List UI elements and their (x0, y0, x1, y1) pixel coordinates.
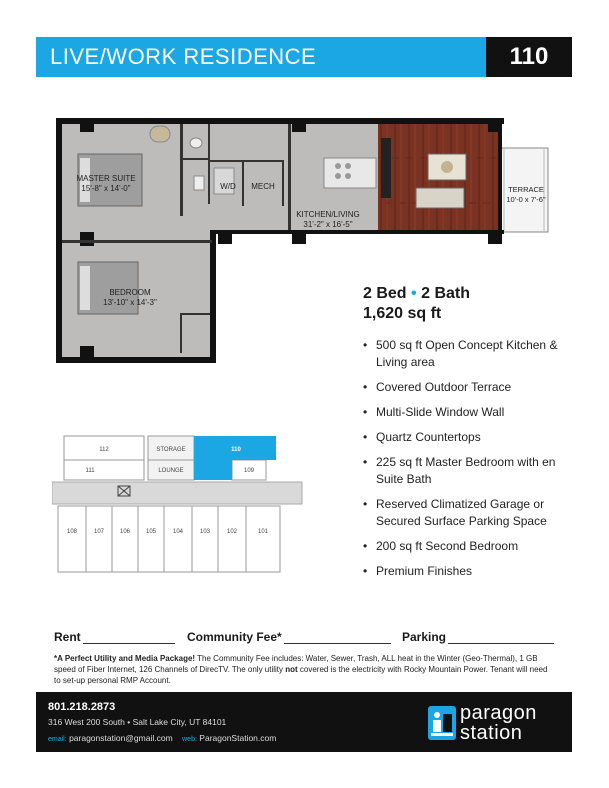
storage-label: STORAGE (156, 447, 186, 453)
email-label: email: (48, 736, 67, 743)
master-suite-label: MASTER SUITE (76, 174, 136, 183)
note-heading: *A Perfect Utility and Media Package! (54, 654, 196, 663)
unit-107-label: 107 (93, 529, 105, 535)
parking-field[interactable] (402, 630, 554, 644)
unit-105-label: 105 (145, 529, 157, 535)
terrace-label: TERRACE (508, 185, 544, 194)
unit-101-label: 101 (257, 529, 269, 535)
note-text-2: covered is the electricity with Rocky Mountain Power. Tenant will need to set-up personal RMP Account. (54, 665, 548, 685)
kitchen-living-dim: 31'-2" x 16'-5" (303, 220, 353, 229)
floor-plan (56, 118, 556, 363)
web-link[interactable]: ParagonStation.com (199, 733, 277, 743)
page-header (36, 37, 572, 77)
page-title: LIVE/WORK RESIDENCE (36, 37, 486, 77)
rent-blank[interactable] (83, 632, 175, 644)
feature-item: • 500 sq ft Open Concept Kitchen & Living area (363, 337, 583, 371)
unit-108-label: 108 (66, 529, 78, 535)
community-fee-label: Community Fee* (187, 630, 282, 644)
square-footage: 1,620 sq ft (363, 305, 442, 322)
feature-item: • Covered Outdoor Terrace (363, 379, 583, 396)
note-text-1: The Community Fee includes: Water, Sewer, Trash, ALL heat in the Winter (Geo-Thermal), 1 GB speed of Fiber Internet, 126 Channels of DirecTV. The only utility (54, 654, 538, 674)
unit-104-label: 104 (172, 529, 184, 535)
bedroom-label: BEDROOM (109, 288, 151, 297)
features-list (363, 337, 583, 588)
lounge-label: LOUNGE (158, 468, 184, 474)
paragon-station-logo (428, 700, 568, 746)
web-label: web: (182, 736, 197, 743)
unit-111-label: 111 (85, 468, 95, 474)
contact-line (48, 733, 276, 743)
unit-102-label: 102 (226, 529, 238, 535)
unit-110-label: 110 (231, 447, 241, 453)
site-plan (52, 432, 310, 580)
community-fee-field[interactable] (187, 630, 391, 644)
bed-count: 2 Bed (363, 285, 407, 302)
unit-109-label: 109 (243, 468, 255, 474)
phone-number[interactable]: 801.218.2873 (48, 701, 116, 713)
feature-item: • 225 sq ft Master Bedroom with en Suite Bath (363, 454, 583, 488)
wd-label: W/D (220, 182, 236, 191)
email-link[interactable]: paragonstation@gmail.com (69, 733, 173, 743)
logo-text-paragon: paragon (460, 702, 537, 724)
unit-106-label: 106 (119, 529, 131, 535)
footer (36, 692, 572, 752)
unit-103-label: 103 (199, 529, 211, 535)
unit-112-label: 112 (99, 447, 109, 453)
utility-note (54, 653, 556, 686)
kitchen-living-label: KITCHEN/LIVING (296, 210, 360, 219)
community-fee-blank[interactable] (284, 632, 391, 644)
feature-item: • Multi-Slide Window Wall (363, 404, 583, 421)
feature-item: • Quartz Countertops (363, 429, 583, 446)
logo-mark-icon (428, 706, 456, 740)
logo-text-station: station (460, 722, 523, 744)
bed-bath-count (363, 285, 583, 303)
mech-label: MECH (251, 182, 275, 191)
unit-summary (363, 285, 583, 323)
note-not: not (285, 665, 298, 674)
parking-blank[interactable] (448, 632, 554, 644)
terrace-dim: 10'-0 x 7'-6" (506, 195, 546, 204)
rent-field[interactable] (54, 630, 175, 644)
rent-label: Rent (54, 630, 81, 644)
parking-label: Parking (402, 630, 447, 644)
feature-item: • 200 sq ft Second Bedroom (363, 538, 583, 555)
bath-count: 2 Bath (421, 285, 470, 302)
feature-item: • Premium Finishes (363, 563, 583, 580)
separator-dot: • (411, 285, 417, 302)
bedroom-dim: 13'-10" x 14'-3" (103, 298, 157, 307)
address: 316 West 200 South • Salt Lake City, UT 84101 (48, 717, 227, 727)
unit-number: 110 (486, 37, 572, 77)
master-suite-dim: 15'-8" x 14'-0" (81, 184, 131, 193)
feature-item: • Reserved Climatized Garage or Secured Surface Parking Space (363, 496, 583, 530)
